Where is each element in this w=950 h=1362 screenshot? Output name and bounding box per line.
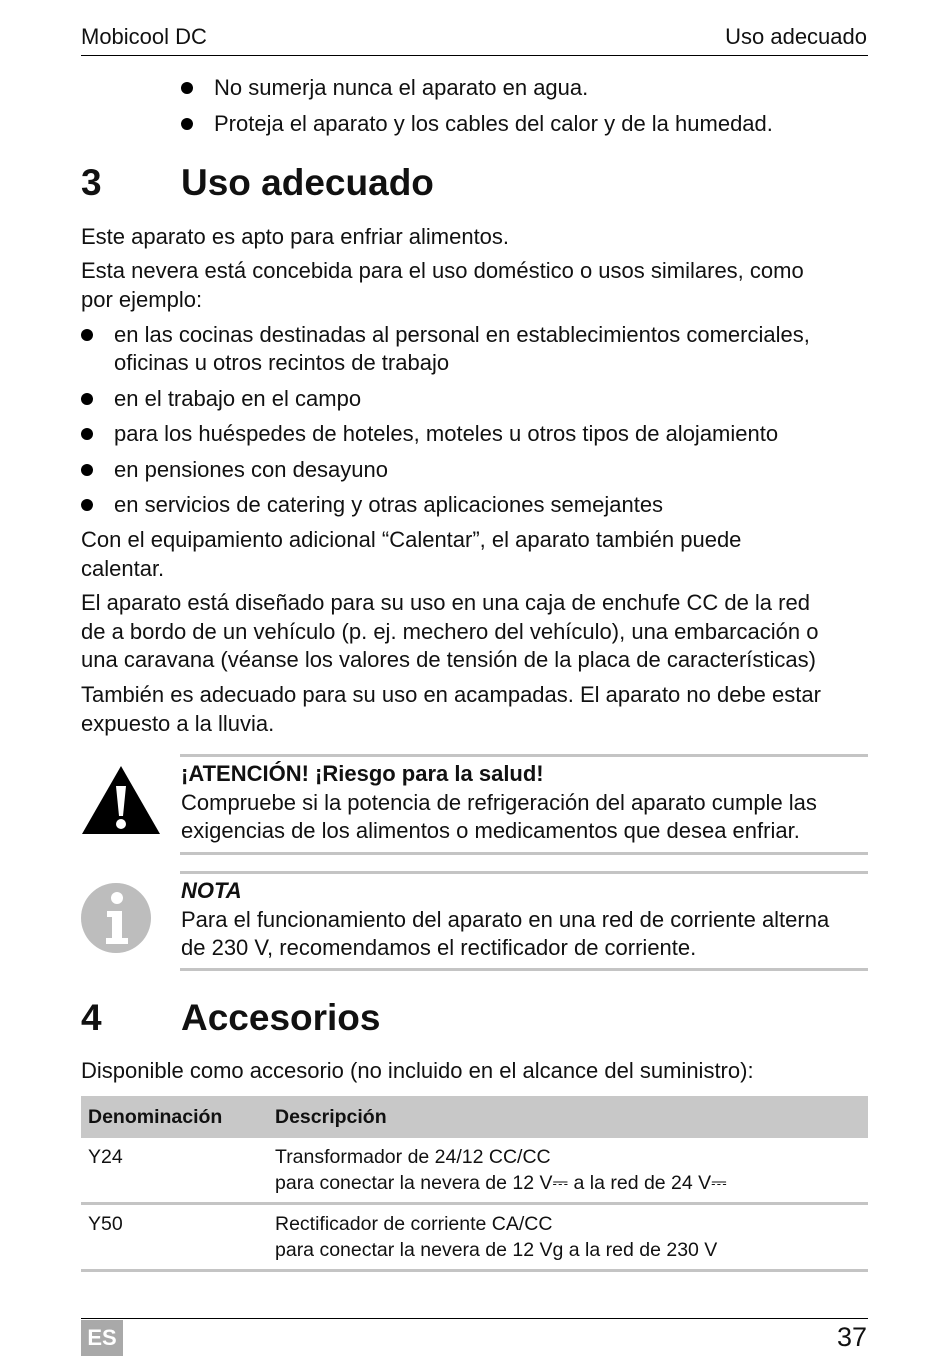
note-block — [181, 877, 871, 963]
list-item-text: No sumerja nunca el aparato en agua. — [214, 75, 589, 100]
section-title: Uso adecuado — [181, 162, 434, 203]
section-title: Accesorios — [181, 997, 381, 1038]
note-bottom-rule — [180, 968, 868, 971]
paragraph-line: de a bordo de un vehículo (p. ej. mechero del vehículo), una embarcación o — [81, 618, 819, 644]
paragraph — [81, 526, 881, 583]
warning-title: ¡ATENCIÓN! ¡Riesgo para la salud! — [181, 761, 544, 786]
description-line: para conectar la nevera de 12 V⎓ a la red de 24 V⎓ — [275, 1172, 727, 1194]
description-line: Transformador de 24/12 CC/CC — [275, 1146, 551, 1168]
list-item-text: en el trabajo en el campo — [114, 386, 362, 411]
accessories-table — [81, 1096, 868, 1272]
header-product-name: Mobicool DC — [81, 24, 207, 49]
warning-bottom-rule — [180, 852, 868, 855]
table-cell-description — [268, 1138, 868, 1204]
bullet-icon — [181, 82, 193, 94]
paragraph-line: expuesto a la lluvia. — [81, 710, 275, 736]
bullet-icon — [81, 464, 93, 476]
list-item-text: oficinas u otros recintos de trabajo — [114, 350, 450, 375]
list-item-text: en pensiones con desayuno — [114, 457, 388, 482]
bullet-icon — [81, 393, 93, 405]
paragraph-line: Con el equipamiento adicional “Calentar”, el aparato también puede — [81, 527, 742, 552]
paragraph: Disponible como accesorio (no incluido en el alcance del suministro): — [81, 1058, 754, 1083]
section-number: 4 — [81, 997, 102, 1038]
paragraph-line: Esta nevera está concebida para el uso doméstico o usos similares, como — [81, 258, 804, 283]
warning-line: exigencias de los alimentos o medicamentos que desea enfriar. — [181, 818, 800, 843]
bullet-icon — [81, 428, 93, 440]
note-top-rule — [180, 871, 868, 874]
column-header: Denominación — [81, 1096, 268, 1138]
paragraph — [81, 589, 881, 675]
warning-line: Compruebe si la potencia de refrigeración del aparato cumple las — [181, 789, 817, 815]
bullet-icon — [181, 118, 193, 130]
warning-block — [181, 760, 871, 846]
list-item-text: en las cocinas destinadas al personal en establecimientos comerciales, — [114, 322, 810, 347]
list-item-text: Proteja el aparato y los cables del calor y de la humedad. — [214, 111, 773, 136]
paragraph: Este aparato es apto para enfriar alimentos. — [81, 224, 510, 249]
section-number: 3 — [81, 162, 102, 203]
info-icon — [80, 882, 152, 954]
warning-triangle-icon — [80, 764, 162, 836]
footer-divider — [81, 1318, 868, 1319]
paragraph-line: También es adecuado para su uso en acampadas. El aparato no debe estar — [81, 682, 821, 707]
paragraph — [81, 257, 881, 314]
description-line: para conectar la nevera de 12 Vg a la red de 230 V — [275, 1239, 718, 1261]
description-line: Rectificador de corriente CA/CC — [275, 1213, 553, 1235]
warning-top-rule — [180, 754, 868, 757]
header-chapter-title: Uso adecuado — [725, 24, 867, 49]
paragraph-line: El aparato está diseñado para su uso en una caja de enchufe CC de la red — [81, 590, 810, 615]
section-heading — [81, 162, 781, 206]
header-divider — [81, 55, 868, 56]
paragraph-line: calentar. — [81, 555, 165, 581]
table-row — [81, 1204, 868, 1271]
note-title: NOTA — [181, 878, 242, 903]
bullet-icon — [81, 329, 93, 341]
page-number: 37 — [836, 1322, 867, 1352]
table-cell-name: Y24 — [81, 1138, 268, 1204]
table-row — [81, 1138, 868, 1204]
paragraph — [81, 681, 881, 738]
column-header: Descripción — [268, 1096, 868, 1138]
table-cell-name: Y50 — [81, 1204, 268, 1271]
table-header-row — [81, 1096, 868, 1138]
bullet-icon — [81, 499, 93, 511]
paragraph-line: una caravana (véanse los valores de tensión de la placa de características) — [81, 647, 816, 672]
list-item-text: para los huéspedes de hoteles, moteles u otros tipos de alojamiento — [114, 421, 779, 446]
list-item-text: en servicios de catering y otras aplicaciones semejantes — [114, 492, 664, 517]
note-line: Para el funcionamiento del aparato en una red de corriente alterna — [181, 906, 830, 932]
section-heading — [81, 997, 781, 1041]
paragraph-line: por ejemplo: — [81, 286, 203, 312]
table-cell-description — [268, 1204, 868, 1271]
language-badge: ES — [81, 1320, 123, 1356]
note-line: de 230 V, recomendamos el rectificador de corriente. — [181, 935, 697, 960]
